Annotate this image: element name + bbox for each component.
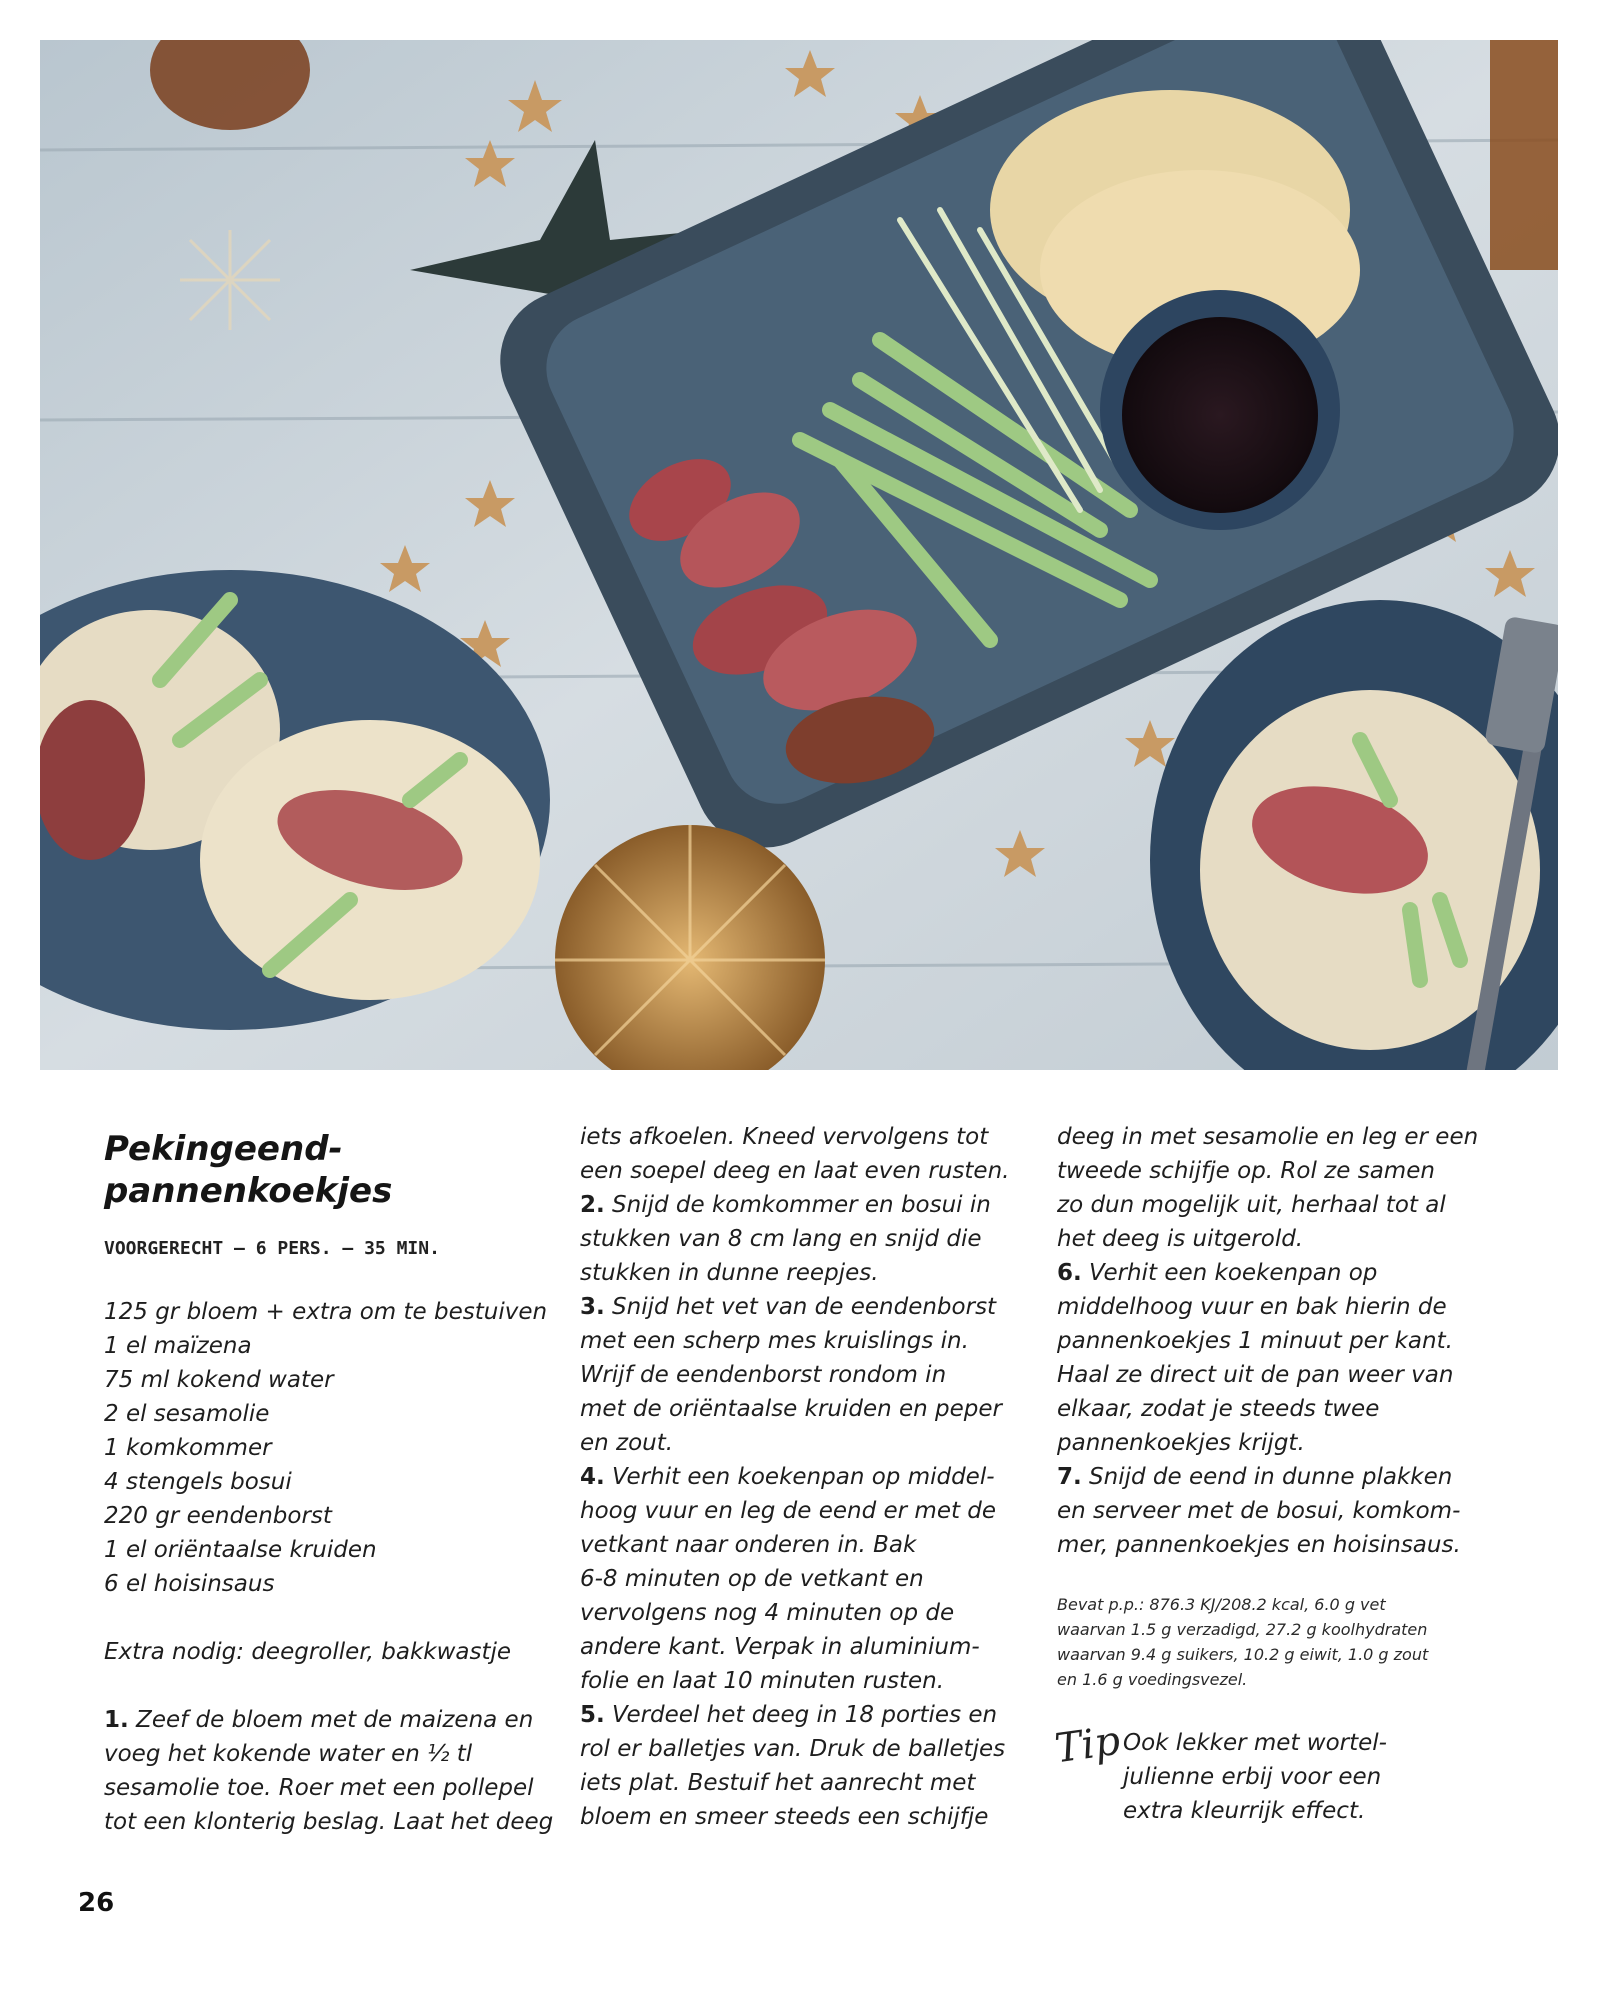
extra-equipment: Extra nodig: deegroller, bakkwastje	[104, 1639, 512, 1665]
step-text: rol er balletjes van. Druk de balletjes	[580, 1736, 1006, 1762]
instruction-line	[1057, 1426, 1497, 1460]
ingredient-item: 4 stengels bosui	[104, 1469, 292, 1495]
nutrition-line: waarvan 1.5 g verzadigd, 27.2 g koolhydraten	[1057, 1620, 1428, 1639]
instruction-line	[104, 1805, 554, 1839]
instruction-line	[580, 1120, 1020, 1154]
step-text: bloem en smeer steeds een schijfje	[580, 1804, 989, 1830]
step-text: Wrijf de eendenborst rondom in	[580, 1362, 947, 1388]
ingredient-list	[104, 1295, 548, 1601]
instruction-line	[1057, 1528, 1497, 1562]
ingredient-item: 220 gr eendenborst	[104, 1503, 332, 1529]
instruction-line	[1057, 1120, 1497, 1154]
step-number: 2.	[580, 1192, 605, 1218]
instruction-line	[580, 1732, 1020, 1766]
instruction-line	[1057, 1358, 1497, 1392]
ingredient-item: 125 gr bloem + extra om te bestuiven	[104, 1299, 548, 1325]
recipe-photo	[40, 40, 1558, 1070]
title-line-1: Pekingeend-	[104, 1129, 343, 1169]
step-text: met de oriëntaalse kruiden en peper	[580, 1396, 1003, 1422]
step-text: deeg in met sesamolie en leg er een	[1057, 1124, 1479, 1150]
instructions-part-3	[1057, 1120, 1497, 1562]
step-text: hoog vuur en leg de eend er met de	[580, 1498, 997, 1524]
ingredient-item: 6 el hoisinsaus	[104, 1571, 275, 1597]
food-photo-illustration	[40, 40, 1558, 1070]
step-text: pannenkoekjes krijgt.	[1057, 1430, 1305, 1456]
step-text: stukken van 8 cm lang en snijd die	[580, 1226, 982, 1252]
step-number: 6.	[1057, 1260, 1082, 1286]
step-text: zo dun mogelijk uit, herhaal tot al	[1057, 1192, 1446, 1218]
step-text: Snijd de eend in dunne plakken	[1081, 1464, 1453, 1490]
recipe-column-1	[104, 1120, 554, 1839]
ingredient-item: 1 komkommer	[104, 1435, 272, 1461]
instruction-line	[104, 1771, 544, 1805]
step-text: een soepel deeg en laat even rusten.	[580, 1158, 1010, 1184]
instruction-line	[1057, 1154, 1497, 1188]
step-text: elkaar, zodat je steeds twee	[1057, 1396, 1380, 1422]
step-text: middelhoog vuur en bak hierin de	[1057, 1294, 1447, 1320]
instruction-line	[580, 1358, 1020, 1392]
step-text: tot een klonterig beslag. Laat het deeg	[104, 1809, 554, 1835]
step-text: Verhit een koekenpan op middel-	[604, 1464, 995, 1490]
step-text: andere kant. Verpak in aluminium-	[580, 1634, 980, 1660]
instruction-line	[580, 1528, 1020, 1562]
instruction-line	[580, 1426, 1020, 1460]
title-line-2: pannenkoekjes	[104, 1171, 393, 1211]
recipe-column-3	[1052, 1120, 1497, 1828]
page-number: 26	[78, 1888, 115, 1918]
nutrition-line: en 1.6 g voedingsvezel.	[1057, 1670, 1248, 1689]
tip-line: Ook lekker met wortel-	[1123, 1730, 1387, 1756]
step-text: Verdeel het deeg in 18 porties en	[604, 1702, 998, 1728]
instruction-line	[580, 1562, 1020, 1596]
instruction-line	[580, 1188, 1020, 1222]
step-text: vervolgens nog 4 minuten op de	[580, 1600, 955, 1626]
tip-text	[1123, 1726, 1497, 1828]
step-text: pannenkoekjes 1 minuut per kant.	[1057, 1328, 1453, 1354]
ingredient-item: 1 el oriëntaalse kruiden	[104, 1537, 377, 1563]
step-text: Snijd de komkommer en bosui in	[604, 1192, 991, 1218]
nutrition-info	[1057, 1592, 1497, 1692]
step-text: mer, pannenkoekjes en hoisinsaus.	[1057, 1532, 1461, 1558]
instruction-line	[580, 1698, 1020, 1732]
step-text: Snijd het vet van de eendenborst	[604, 1294, 997, 1320]
step-text: Haal ze direct uit de pan weer van	[1057, 1362, 1454, 1388]
instruction-line	[580, 1630, 1020, 1664]
step-text: en serveer met de bosui, komkom-	[1057, 1498, 1461, 1524]
step-text: iets afkoelen. Kneed vervolgens tot	[580, 1124, 989, 1150]
step-text: voeg het kokende water en ½ tl	[104, 1741, 473, 1767]
step-text: Verhit een koekenpan op	[1081, 1260, 1378, 1286]
step-text: met een scherp mes kruislings in.	[580, 1328, 969, 1354]
instruction-line	[580, 1154, 1020, 1188]
ingredient-item: 75 ml kokend water	[104, 1367, 334, 1393]
instruction-line	[580, 1596, 1020, 1630]
step-text: vetkant naar onderen in. Bak	[580, 1532, 917, 1558]
instruction-line	[580, 1392, 1020, 1426]
ingredient-item: 1 el maïzena	[104, 1333, 252, 1359]
instruction-line	[1057, 1324, 1497, 1358]
instruction-line	[104, 1703, 544, 1737]
instruction-line	[1057, 1460, 1497, 1494]
instruction-line	[580, 1800, 1020, 1834]
instruction-line	[580, 1664, 1020, 1698]
instruction-line	[580, 1290, 1020, 1324]
instruction-line	[580, 1494, 1020, 1528]
step-text: iets plat. Bestuif het aanrecht met	[580, 1770, 976, 1796]
instructions-part-1	[104, 1703, 554, 1839]
step-text: sesamolie toe. Roer met een pollepel	[104, 1775, 534, 1801]
instruction-line	[104, 1737, 544, 1771]
step-text: 6-8 minuten op de vetkant en	[580, 1566, 924, 1592]
step-text: het deeg is uitgerold.	[1057, 1226, 1304, 1252]
tip-line: julienne erbij voor een	[1123, 1764, 1382, 1790]
tip-box	[1052, 1717, 1497, 1828]
nutrition-line: Bevat p.p.: 876.3 KJ/208.2 kcal, 6.0 g vet	[1057, 1595, 1386, 1614]
recipe-column-2	[580, 1120, 1020, 1834]
step-text: folie en laat 10 minuten rusten.	[580, 1668, 945, 1694]
recipe-title	[104, 1128, 544, 1212]
instruction-line	[1057, 1222, 1497, 1256]
instruction-line	[1057, 1392, 1497, 1426]
tip-label: Tip	[1052, 1717, 1123, 1773]
step-number: 3.	[580, 1294, 605, 1320]
step-text: Zeef de bloem met de maizena en	[128, 1707, 534, 1733]
instruction-line	[580, 1766, 1020, 1800]
step-text: stukken in dunne reepjes.	[580, 1260, 879, 1286]
step-number: 1.	[104, 1707, 129, 1733]
step-text: tweede schijfje op. Rol ze samen	[1057, 1158, 1435, 1184]
instruction-line	[1057, 1290, 1497, 1324]
step-number: 5.	[580, 1702, 605, 1728]
instruction-line	[580, 1222, 1020, 1256]
nutrition-line: waarvan 9.4 g suikers, 10.2 g eiwit, 1.0 g zout	[1057, 1645, 1429, 1664]
instruction-line	[1057, 1188, 1497, 1222]
snowflake-icon	[180, 230, 280, 330]
recipe-meta: VOORGERECHT – 6 PERS. – 35 MIN.	[104, 1238, 440, 1259]
tip-line: extra kleurrijk effect.	[1123, 1798, 1366, 1824]
instruction-line	[1057, 1494, 1497, 1528]
instruction-line	[1057, 1256, 1497, 1290]
step-text: en zout.	[580, 1430, 674, 1456]
instruction-line	[580, 1256, 1020, 1290]
instruction-line	[580, 1324, 1020, 1358]
ingredient-item: 2 el sesamolie	[104, 1401, 270, 1427]
step-number: 4.	[580, 1464, 605, 1490]
step-number: 7.	[1057, 1464, 1082, 1490]
instruction-line	[580, 1460, 1020, 1494]
